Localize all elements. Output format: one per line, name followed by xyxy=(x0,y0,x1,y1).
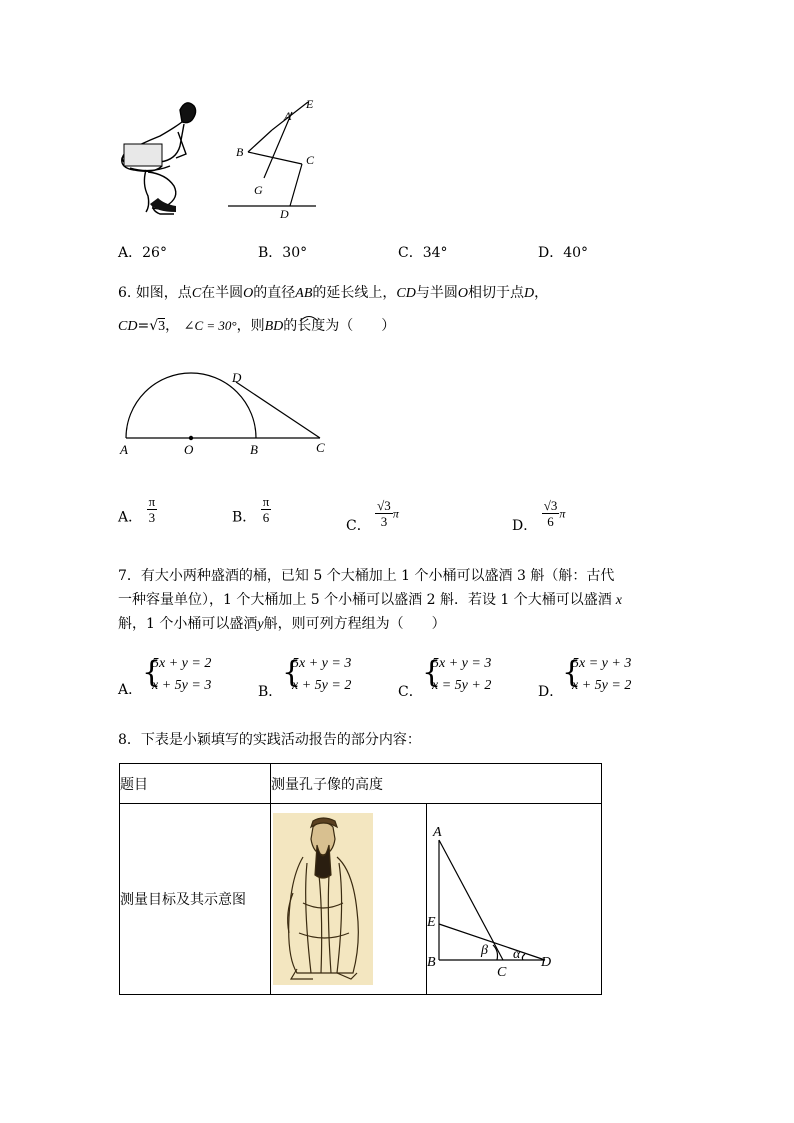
option-label: A． xyxy=(118,682,143,698)
option-value: 30° xyxy=(282,245,308,261)
statue-image-cell xyxy=(271,804,427,995)
stem-text: 的长度为（ ） xyxy=(283,318,396,334)
option-label: C． xyxy=(346,517,371,534)
q6-option-d[interactable] xyxy=(512,498,566,534)
confucius-statue-image xyxy=(273,813,373,985)
table-row xyxy=(120,804,602,995)
point-label-a: A xyxy=(120,442,128,457)
math-var: CD xyxy=(396,286,416,301)
numerator: π xyxy=(148,494,156,509)
numerator: √3 xyxy=(543,498,558,513)
q7-stem-line1: 7．有大小两种盛酒的桶，已知 5 个大桶加上 1 个小桶可以盛酒 3 斛（斛：古代 xyxy=(118,568,615,584)
stem-text: 相切于点 xyxy=(467,285,524,301)
denominator: 3 xyxy=(380,514,388,529)
option-label: D． xyxy=(512,517,538,534)
fraction xyxy=(375,498,393,529)
q7-option-d[interactable] xyxy=(538,654,658,700)
option-label: A． xyxy=(118,509,143,526)
table-cell-label: 题目 xyxy=(120,764,271,804)
table-cell-value: 测量孔子像的高度 xyxy=(271,764,602,804)
denominator: 6 xyxy=(262,510,270,525)
table-cell-label: 测量目标及其示意图 xyxy=(120,804,271,995)
stem-text: 在半圆 xyxy=(201,285,244,301)
fraction xyxy=(147,494,158,525)
equation: 5x = y + 3 xyxy=(572,656,632,671)
stem-text: ， xyxy=(165,318,180,334)
stem-text: 的直径 xyxy=(253,285,296,301)
stem-text: 的延长线上， xyxy=(312,285,397,301)
stem-text: 与半圆 xyxy=(415,285,458,301)
math-var: O xyxy=(243,286,254,301)
q7-stem-line2 xyxy=(118,590,622,611)
option-label: D． xyxy=(538,245,564,261)
stem-text: 如图，点 xyxy=(135,285,192,301)
math-var: C xyxy=(191,286,202,301)
sqrt-radicand: 3 xyxy=(158,319,166,334)
option-label: B． xyxy=(232,509,257,526)
math-op: = xyxy=(137,318,150,334)
fraction xyxy=(261,494,272,525)
q5-option-b[interactable] xyxy=(258,243,307,263)
sqrt-symbol: √ xyxy=(149,318,159,334)
arc-mark-icon xyxy=(298,314,320,322)
brace-icon: { xyxy=(562,655,582,690)
brace-icon: { xyxy=(142,655,162,690)
point-label-o: O xyxy=(184,442,194,457)
question-number: 6. xyxy=(118,285,132,301)
math-var: y xyxy=(257,617,264,632)
math-arc: BD xyxy=(264,319,284,334)
q5-geometry-figure xyxy=(222,96,332,226)
point-label-a: A xyxy=(433,825,442,840)
option-label: C． xyxy=(398,684,423,700)
equation: x + 5y = 3 xyxy=(152,678,212,693)
q7-stem-line3 xyxy=(118,614,446,635)
brace-icon: { xyxy=(422,655,442,690)
numerator: π xyxy=(262,494,270,509)
numerator: √3 xyxy=(377,498,391,513)
q8-triangle-figure xyxy=(427,804,601,994)
option-label: D． xyxy=(538,684,564,700)
equation: 5x + y = 2 xyxy=(152,656,212,671)
point-label-b: B xyxy=(236,145,244,159)
stem-text: 斛，1 个小桶可以盛酒 xyxy=(118,616,258,632)
q5-option-c[interactable] xyxy=(398,243,448,263)
point-label-e: E xyxy=(427,915,436,930)
table-row xyxy=(120,764,602,804)
math-var: O xyxy=(457,286,468,301)
q7-option-c[interactable] xyxy=(398,654,518,700)
option-label: B． xyxy=(258,245,283,261)
point-label-d: D xyxy=(280,207,289,221)
option-value: 34° xyxy=(422,245,448,261)
point-label-c: C xyxy=(316,440,325,455)
point-label-b: B xyxy=(427,955,436,970)
math-var: x xyxy=(615,593,622,608)
q8-intro: 8．下表是小颖填写的实践活动报告的部分内容： xyxy=(118,732,421,748)
equation: 5x + y = 3 xyxy=(292,656,352,671)
math-var: CD xyxy=(118,319,138,334)
point-label-g: G xyxy=(254,183,263,197)
stem-text: 一种容量单位），1 个大桶加上 5 个小桶可以盛酒 2 斛．若设 1 个大桶可以盛酒 xyxy=(118,592,612,608)
option-value: 26° xyxy=(142,245,167,261)
option-label: A． xyxy=(118,245,143,261)
q6-option-b[interactable] xyxy=(232,494,271,533)
q5-option-d[interactable] xyxy=(538,243,588,263)
stem-text: ，则 xyxy=(236,318,265,334)
report-table xyxy=(119,763,602,995)
q6-stem-line1 xyxy=(118,283,548,304)
angle-label-alpha: α xyxy=(513,947,521,962)
equation: x = 5y + 2 xyxy=(432,678,492,693)
point-label-c: C xyxy=(306,153,315,167)
equation: x + 5y = 2 xyxy=(292,678,352,693)
point-label-d: D xyxy=(232,370,242,385)
q6-option-a[interactable] xyxy=(118,494,157,533)
option-label: C． xyxy=(398,245,423,261)
q7-option-b[interactable] xyxy=(258,654,378,700)
stem-text: ， xyxy=(534,285,549,301)
equation: 5x + y = 3 xyxy=(432,656,492,671)
option-value: 40° xyxy=(563,245,589,261)
fraction xyxy=(542,498,560,529)
q6-option-c[interactable] xyxy=(346,498,399,534)
q8-diagram-cell xyxy=(427,804,602,995)
denominator: 6 xyxy=(547,514,554,529)
denominator: 3 xyxy=(148,510,156,525)
option-label: B． xyxy=(258,684,283,700)
math-var: AB xyxy=(295,286,313,301)
point-label-b: B xyxy=(250,442,258,457)
q6-stem-line2 xyxy=(118,316,395,337)
equation: x + 5y = 2 xyxy=(572,678,632,693)
jumper-figure xyxy=(108,92,208,222)
point-label-d: D xyxy=(541,955,552,970)
math-expr: ∠C = 30° xyxy=(183,318,237,333)
stem-text: 斛，则可列方程组为（ ） xyxy=(263,616,446,632)
pi-symbol: π xyxy=(559,506,566,521)
pi-symbol: π xyxy=(392,506,399,521)
q5-option-a[interactable] xyxy=(118,243,167,263)
brace-icon: { xyxy=(282,655,302,690)
point-label-a: A xyxy=(284,109,292,123)
q7-option-a[interactable] xyxy=(118,654,238,700)
q6-semicircle-figure xyxy=(116,368,336,460)
angle-label-beta: β xyxy=(481,943,488,958)
point-label-c: C xyxy=(497,965,507,980)
point-label-e: E xyxy=(306,97,314,111)
math-var: D xyxy=(523,286,535,301)
